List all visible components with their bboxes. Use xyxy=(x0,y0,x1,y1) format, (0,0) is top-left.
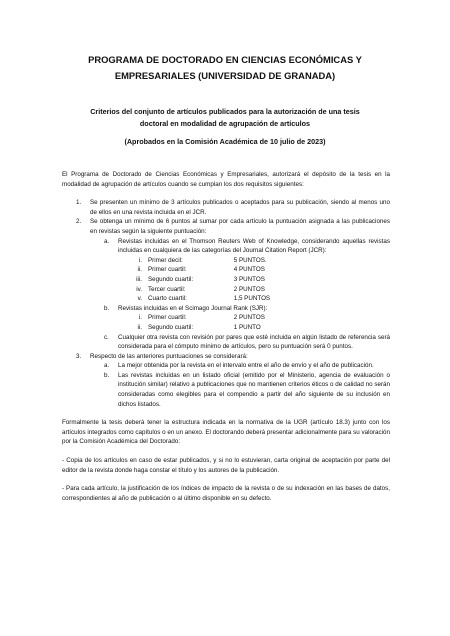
item-a-marker: a. xyxy=(104,237,110,245)
item-a xyxy=(62,237,390,256)
requirement-2-text: Se obtenga un mínimo de 6 puntos al sumar por cada artículo la puntuación asignada a las publicaciones en revistas según la siguiente puntuación: xyxy=(90,218,390,235)
approval-note: (Aprobados en la Comisión Académica de 10 julio de 2023) xyxy=(124,137,326,146)
intro-paragraph: El Programa de Doctorado de Ciencias Económicas y Empresariales, autorizará el depósito de la tesis en la modalidad de agrupación de artículos cuando se cumplan los dos requisitos siguientes: xyxy=(62,171,390,188)
jcr-point-marker: iii. xyxy=(136,275,142,283)
jcr-point-marker: v. xyxy=(137,295,142,303)
jcr-point-row xyxy=(62,285,390,295)
item-b xyxy=(62,304,390,314)
sjr-point-row xyxy=(62,323,390,333)
sjr-point-label: Primer cuartil: xyxy=(148,314,187,322)
jcr-point-row xyxy=(62,256,390,266)
document-body xyxy=(62,170,390,503)
item-b-text: Revistas incluidas en el Scimago Journal Rank (SJR): xyxy=(118,304,268,312)
requirement-3-item-a-marker: a. xyxy=(104,362,110,370)
sjr-point-value: 2 PUNTOS xyxy=(233,314,265,322)
jcr-point-value: 5 PUNTOS. xyxy=(233,256,267,264)
item-c-marker: c. xyxy=(104,333,109,341)
jcr-point-row xyxy=(62,275,390,285)
requirement-1-marker: 1. xyxy=(76,199,82,207)
requirement-3-text: Respecto de las anteriores puntuaciones se considerará: xyxy=(90,352,248,360)
jcr-point-label: Tercer cuartil: xyxy=(148,285,186,293)
subtitle-line-1: Criterios del conjunto de artículos publicados para la autorización de una tesis xyxy=(90,107,360,116)
jcr-point-value: 1,5 PUNTOS xyxy=(233,295,271,303)
jcr-point-label: Primer cuartil: xyxy=(148,266,187,274)
requirement-3 xyxy=(62,352,390,362)
bullet-impact-justification: - Para cada artículo, la justificación de los índices de impacto de la revista o de su indexación en las bases de datos, correspondientes al año de publicación o al último disponible en su defecto. xyxy=(62,485,390,502)
document-title xyxy=(60,52,390,84)
item-c xyxy=(62,333,390,352)
document-subtitle xyxy=(70,106,380,130)
title-line-2: EMPRESARIALES (UNIVERSIDAD DE GRANADA) xyxy=(114,70,336,81)
jcr-point-marker: ii. xyxy=(137,266,142,274)
requirement-3-marker: 3. xyxy=(76,352,82,360)
jcr-point-row xyxy=(62,294,390,304)
jcr-point-label: Segundo cuartil: xyxy=(148,275,194,283)
jcr-point-value: 4 PUNTOS xyxy=(233,266,265,274)
jcr-point-value: 2 PUNTOS xyxy=(233,285,265,293)
requirement-3-item-b-marker: b. xyxy=(104,371,110,379)
bullet-article-copies: - Copia de los artículos en caso de estar publicados, y si no lo estuvieran, carta original de aceptación por parte del editor de la revista donde haga constar el título y los autores de la publicación. xyxy=(62,457,390,474)
sjr-point-marker: i. xyxy=(138,314,142,322)
jcr-point-label: Primer decil: xyxy=(148,256,183,264)
subtitle-line-2: doctoral en modalidad de agrupación de artículos xyxy=(139,119,311,128)
requirement-2 xyxy=(62,217,390,236)
jcr-point-value: 3 PUNTOS xyxy=(233,275,265,283)
formal-structure-paragraph: Formalmente la tesis deberá tener la estructura indicada en la normativa de la UGR (artículo 18.3) junto con los artículos integrados como capítulos o en un anexo. El doctorando deberá presentar adicionalmente para su valoración por la Comisión Académica del Doctorado: xyxy=(62,419,390,446)
item-b-marker: b. xyxy=(104,304,110,312)
requirement-3-item-b xyxy=(62,371,390,409)
requirement-3-item-b-text: Las revistas incluidas en un listado oficial (emitido por el Ministerio, agencia de evaluación o institución similar) relativo a publicaciones que no mantienen criterios éticos o de calidad no serán consideradas como elegibles para el compendio a partir del año siguiente de su inclusión en dichos listados. xyxy=(118,371,390,408)
jcr-point-marker: i. xyxy=(138,256,142,264)
requirement-3-item-a-text: La mejor obtenida por la revista en el intervalo entre el año de envío y el año de publicación. xyxy=(118,362,374,370)
jcr-point-row xyxy=(62,265,390,275)
sjr-point-row xyxy=(62,313,390,323)
jcr-point-marker: iv. xyxy=(136,285,142,293)
requirement-1-text: Se presenten un mínimo de 3 artículos publicados o aceptados para su publicación, siendo al menos uno de ellos en una revista incluida en el JCR. xyxy=(90,199,390,216)
jcr-point-label: Cuarto cuartil: xyxy=(148,295,187,303)
item-a-text: Revistas incluidas en el Thomson Reuters Web of Knowledge, considerando aquellas revistas incluidas en cualquiera de las categorías del Journal Citation Report (JCR): xyxy=(118,237,390,255)
sjr-point-value: 1 PUNTO xyxy=(233,323,261,331)
sjr-point-marker: ii. xyxy=(137,323,142,331)
requirement-1 xyxy=(62,198,390,217)
requirement-2-marker: 2. xyxy=(76,218,82,226)
sjr-point-label: Segundo cuartil: xyxy=(148,323,194,331)
requirement-3-item-a xyxy=(62,361,390,371)
item-c-text: Cualquier otra revista con revisión por pares que esté incluida en algún listado de referencia será considerada para el cómputo mínimo de artículos, pero su puntuación será 0 puntos. xyxy=(118,333,390,351)
title-line-1: PROGRAMA DE DOCTORADO EN CIENCIAS ECONÓMICAS Y xyxy=(88,54,362,65)
